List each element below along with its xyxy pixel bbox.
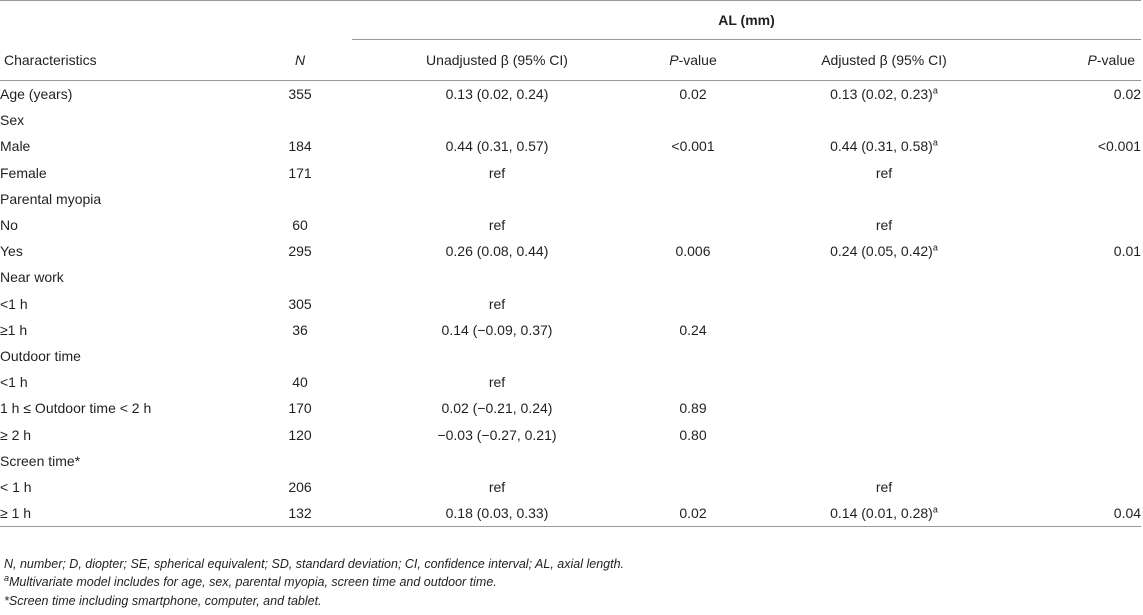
row-n: 60 xyxy=(292,217,308,234)
table-row xyxy=(0,395,1141,421)
row-adjusted xyxy=(744,369,1024,395)
header-p-suffix: -value xyxy=(1096,52,1136,68)
row-unadjusted: 0.18 (0.03, 0.33) xyxy=(352,500,642,527)
row-label: Screen time* xyxy=(0,452,81,469)
row-n: 295 xyxy=(288,243,312,260)
row-p-adjusted xyxy=(1024,369,1141,395)
row-p-adjusted xyxy=(1024,160,1141,186)
row-n: 206 xyxy=(288,478,312,495)
row-p-unadjusted xyxy=(642,448,744,474)
row-label: ≥ 1 h xyxy=(0,500,248,527)
row-p-adjusted: 0.01 xyxy=(1113,243,1142,260)
row-unadjusted xyxy=(352,186,642,212)
row-p-unadjusted: <0.001 xyxy=(671,138,715,155)
row-adjusted xyxy=(744,264,1024,290)
row-n: 305 xyxy=(288,295,312,312)
row-unadjusted: ref xyxy=(488,164,506,181)
table-row xyxy=(0,474,1141,500)
footnote-mark-a: a xyxy=(932,504,938,515)
row-label: ≥1 h xyxy=(0,321,28,338)
table-row xyxy=(0,448,1141,474)
row-p-adjusted xyxy=(1024,264,1141,290)
row-unadjusted: ref xyxy=(488,374,506,391)
row-p-unadjusted xyxy=(642,474,744,500)
header-p-value-adjusted xyxy=(1024,40,1141,81)
row-adjusted xyxy=(744,421,1024,447)
row-p-adjusted: 0.02 xyxy=(1113,86,1142,103)
row-unadjusted xyxy=(352,264,642,290)
table-row xyxy=(0,81,1141,108)
row-p-adjusted xyxy=(1024,212,1141,238)
row-label: <1 h xyxy=(0,295,28,312)
table-row xyxy=(0,317,1141,343)
row-adjusted xyxy=(744,448,1024,474)
row-adjusted xyxy=(744,81,1024,108)
header-p-value-unadjusted xyxy=(642,40,744,81)
row-label: 1 h ≤ Outdoor time < 2 h xyxy=(0,400,152,417)
row-adjusted xyxy=(744,107,1024,133)
row-n: 171 xyxy=(288,164,312,181)
row-adjusted xyxy=(744,500,1024,527)
row-label: No xyxy=(0,217,18,234)
table-row xyxy=(0,264,1141,290)
row-adjusted xyxy=(744,474,1024,500)
row-adjusted xyxy=(744,186,1024,212)
header-characteristics: Characteristics xyxy=(0,40,248,81)
row-p-unadjusted: 0.80 xyxy=(679,426,707,443)
row-unadjusted: 0.13 (0.02, 0.24) xyxy=(445,86,549,103)
row-unadjusted: −0.03 (−0.27, 0.21) xyxy=(437,426,557,443)
row-p-unadjusted: 0.24 xyxy=(679,321,707,338)
row-unadjusted: 0.14 (−0.09, 0.37) xyxy=(441,321,553,338)
row-adjusted xyxy=(744,343,1024,369)
row-label: Yes xyxy=(0,243,23,260)
table-row xyxy=(0,500,1141,527)
row-label: <1 h xyxy=(0,374,28,391)
table-row xyxy=(0,291,1141,317)
row-n: 355 xyxy=(288,86,312,103)
row-label: Female xyxy=(0,164,47,181)
footnote-mark-a: a xyxy=(932,242,938,253)
row-n xyxy=(248,448,352,474)
row-p-adjusted xyxy=(1024,186,1141,212)
header-group-al: AL (mm) xyxy=(352,1,1141,40)
adjusted-value: 0.44 (0.31, 0.58) xyxy=(830,138,933,155)
row-n xyxy=(248,107,352,133)
row-adjusted xyxy=(744,160,1024,186)
row-p-unadjusted xyxy=(642,343,744,369)
row-p-adjusted xyxy=(1024,474,1141,500)
row-p-unadjusted xyxy=(642,264,744,290)
row-label: Age (years) xyxy=(0,86,73,103)
footnote-mark-a: a xyxy=(932,85,938,96)
row-n: 40 xyxy=(292,374,308,391)
row-p-adjusted: 0.04 xyxy=(1024,500,1141,527)
adjusted-value: ref xyxy=(875,164,893,181)
row-unadjusted: 0.02 (−0.21, 0.24) xyxy=(441,400,553,417)
row-p-adjusted: <0.001 xyxy=(1097,138,1142,155)
header-adjusted: Adjusted β (95% CI) xyxy=(744,40,1024,81)
row-p-unadjusted: 0.02 xyxy=(642,500,744,527)
row-n: 170 xyxy=(288,400,312,417)
row-n xyxy=(248,186,352,212)
row-unadjusted xyxy=(352,343,642,369)
row-p-adjusted xyxy=(1024,421,1141,447)
row-p-unadjusted xyxy=(642,160,744,186)
footnote-a xyxy=(4,572,497,590)
row-p-unadjusted: 0.89 xyxy=(679,400,707,417)
row-n: 184 xyxy=(288,138,312,155)
adjusted-value: ref xyxy=(875,217,893,234)
header-n: N xyxy=(248,40,352,81)
row-label: Near work xyxy=(0,269,64,286)
row-adjusted xyxy=(744,133,1024,159)
row-unadjusted: ref xyxy=(488,295,506,312)
header-p-italic: P xyxy=(669,52,679,68)
row-p-unadjusted xyxy=(642,186,744,212)
adjusted-value: ref xyxy=(875,478,893,495)
table-row xyxy=(0,238,1141,264)
header-group-row xyxy=(0,1,1141,40)
header-p-suffix: -value xyxy=(678,52,717,68)
row-adjusted xyxy=(744,317,1024,343)
row-label: Male xyxy=(0,138,31,155)
row-p-unadjusted: 0.006 xyxy=(675,243,711,260)
row-label: Parental myopia xyxy=(0,190,102,207)
table-row xyxy=(0,369,1141,395)
table-row xyxy=(0,421,1141,447)
header-row xyxy=(0,40,1141,81)
row-p-adjusted xyxy=(1024,448,1141,474)
row-n xyxy=(248,264,352,290)
header-unadjusted: Unadjusted β (95% CI) xyxy=(352,40,642,81)
row-adjusted xyxy=(744,238,1024,264)
row-p-adjusted xyxy=(1024,395,1141,421)
row-p-adjusted xyxy=(1024,107,1141,133)
header-p-italic: P xyxy=(1087,52,1097,68)
row-unadjusted: 0.26 (0.08, 0.44) xyxy=(445,243,549,260)
footnote-screen-time: *Screen time including smartphone, computer, and tablet. xyxy=(4,594,322,608)
row-adjusted xyxy=(744,291,1024,317)
table-row xyxy=(0,160,1141,186)
row-label: Outdoor time xyxy=(0,347,81,364)
row-adjusted xyxy=(744,395,1024,421)
header-spacer xyxy=(248,1,352,40)
table-row xyxy=(0,343,1141,369)
row-adjusted xyxy=(744,212,1024,238)
row-n: 132 xyxy=(248,500,352,527)
adjusted-value: 0.24 (0.05, 0.42) xyxy=(830,243,933,260)
row-label: < 1 h xyxy=(0,478,32,495)
row-p-unadjusted xyxy=(642,291,744,317)
table-row xyxy=(0,133,1141,159)
row-unadjusted xyxy=(352,448,642,474)
row-unadjusted: ref xyxy=(488,217,506,234)
row-p-unadjusted xyxy=(642,369,744,395)
row-unadjusted xyxy=(352,107,642,133)
row-label: Sex xyxy=(0,112,25,129)
row-p-adjusted xyxy=(1024,291,1141,317)
row-p-unadjusted xyxy=(642,212,744,238)
row-n: 120 xyxy=(288,426,312,443)
row-p-unadjusted: 0.02 xyxy=(679,86,707,103)
table-row xyxy=(0,212,1141,238)
footnote-a-text: Multivariate model includes for age, sex, parental myopia, screen time and outdoor time. xyxy=(9,575,497,589)
row-label: ≥ 2 h xyxy=(0,426,32,443)
row-n: 36 xyxy=(292,321,308,338)
row-n xyxy=(248,343,352,369)
table-row xyxy=(0,107,1141,133)
footnote-abbreviations: N, number; D, diopter; SE, spherical equivalent; SD, standard deviation; CI, confidence interval; AL, axial length. xyxy=(4,557,625,571)
footnote-mark-a: a xyxy=(932,137,938,148)
row-p-adjusted xyxy=(1024,343,1141,369)
table-row xyxy=(0,186,1141,212)
adjusted-value: 0.13 (0.02, 0.23) xyxy=(830,86,933,103)
footnote-a-mark: a xyxy=(4,572,10,583)
header-spacer xyxy=(0,1,248,40)
row-unadjusted: ref xyxy=(488,478,506,495)
row-unadjusted: 0.44 (0.31, 0.57) xyxy=(445,138,549,155)
adjusted-value: 0.14 (0.01, 0.28) xyxy=(830,505,933,522)
row-p-unadjusted xyxy=(642,107,744,133)
row-p-adjusted xyxy=(1024,317,1141,343)
